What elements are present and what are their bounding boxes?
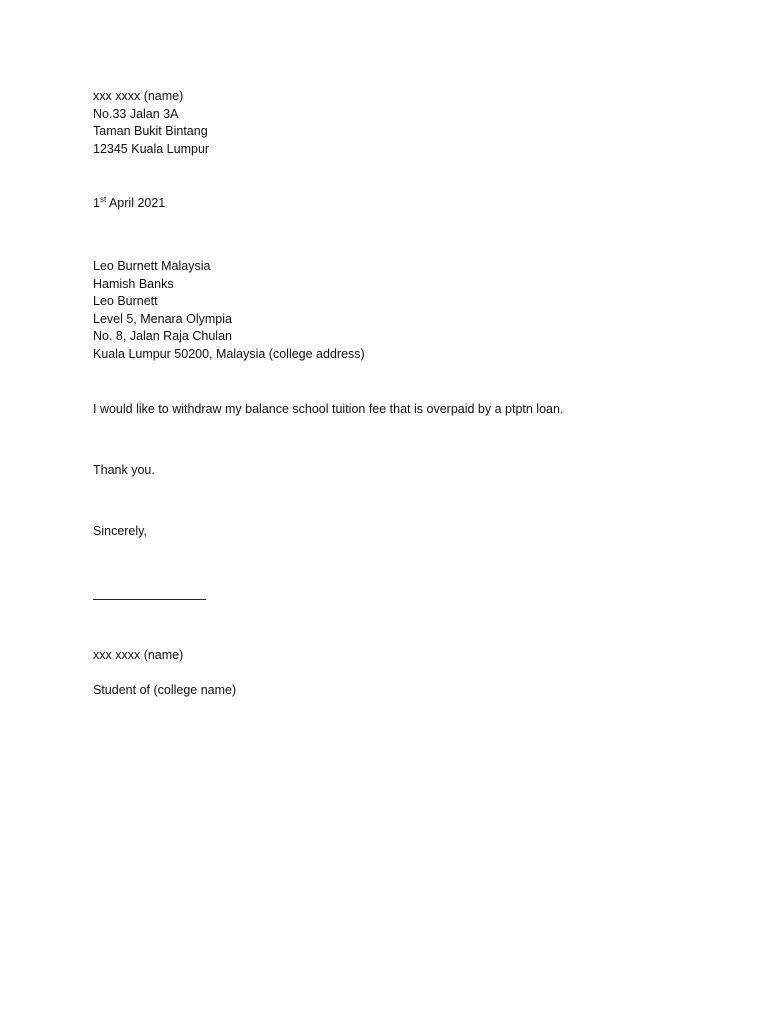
signature-line — [93, 599, 206, 600]
recipient-line: Kuala Lumpur 50200, Malaysia (college address) — [93, 346, 365, 361]
signature-name — [93, 647, 183, 665]
letter-body — [93, 401, 563, 419]
date-suffix: st — [99, 194, 107, 204]
sender-address-line: 12345 Kuala Lumpur — [93, 141, 210, 156]
date-day: 1 — [93, 196, 100, 210]
closing-text: Sincerely, — [93, 524, 147, 538]
body-paragraph: I would like to withdraw my balance school tuition fee that is overpaid by a ptptn loan. — [93, 402, 564, 416]
recipient-line: Leo Burnett Malaysia — [93, 259, 211, 273]
date-month-year: April 2021 — [106, 196, 166, 210]
sender-address-line: Taman Bukit Bintang — [93, 124, 208, 139]
signature-name-text: xxx xxxx (name) — [93, 648, 184, 662]
sender-block — [93, 88, 209, 158]
thanks-text: Thank you. — [93, 463, 155, 477]
signature-role — [93, 682, 236, 700]
letter-date — [93, 195, 165, 213]
closing-line — [93, 523, 147, 541]
sender-name: xxx xxxx (name) — [93, 89, 184, 103]
recipient-block — [93, 258, 365, 364]
signature-role-text: Student of (college name) — [93, 683, 237, 697]
recipient-line: Hamish Banks — [93, 276, 174, 291]
recipient-line: Leo Burnett — [93, 294, 158, 309]
recipient-line: Level 5, Menara Olympia — [93, 311, 232, 326]
sender-address-line: No.33 Jalan 3A — [93, 106, 179, 121]
recipient-line: No. 8, Jalan Raja Chulan — [93, 329, 232, 344]
thanks-line — [93, 462, 155, 480]
